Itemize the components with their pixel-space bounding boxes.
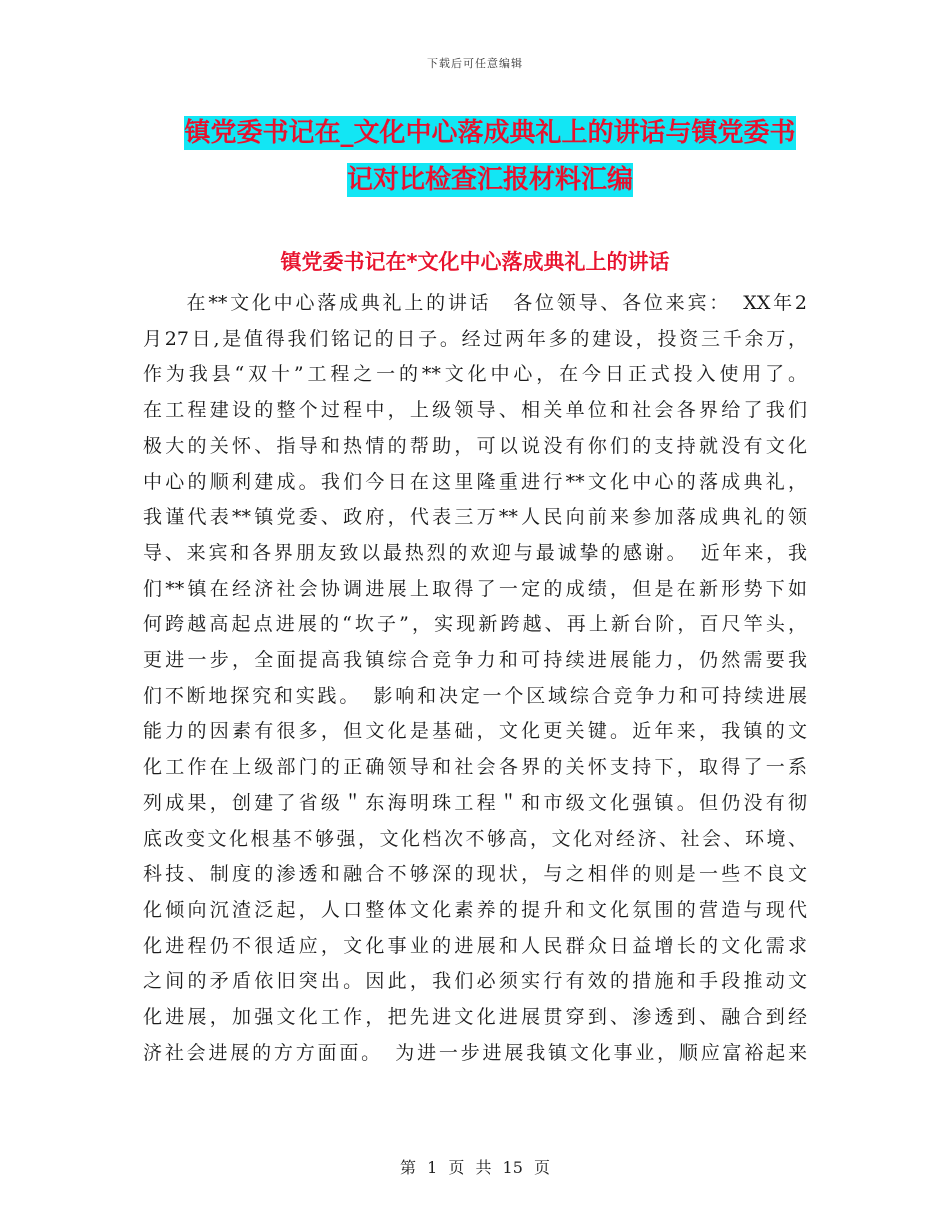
document-title-line-1: 镇党委书记在_文化中心落成典礼上的讲话与镇党委书 [184, 118, 796, 148]
body-line: 底改变文化根基不够强，文化档次不够高，文化对经济、社会、环境、 [143, 827, 807, 850]
body-line: 化进程仍不很适应，文化事业的进展和人民群众日益增长的文化需求 [143, 934, 807, 957]
body-line: 月27日,是值得我们铭记的日子。经过两年多的建设，投资三千余万， [143, 327, 807, 350]
document-title [140, 110, 840, 204]
body-line: 我谨代表**镇党委、政府，代表三万**人民向前来参加落成典礼的领 [143, 506, 807, 529]
body-line: 中心的顺利建成。我们今日在这里隆重进行**文化中心的落成典礼， [143, 470, 807, 493]
body-line: 化倾向沉渣泛起，人口整体文化素养的提升和文化氛围的营造与现代 [143, 898, 807, 921]
body-line: 们**镇在经济社会协调进展上取得了一定的成绩，但是在新形势下如 [143, 577, 807, 600]
body-line: 导、来宾和各界朋友致以最热烈的欢迎与最诚挚的感谢。 近年来，我 [143, 541, 807, 564]
header-note: 下载后可任意编辑 [427, 57, 523, 70]
body-paragraph [143, 286, 807, 1071]
body-line: 列成果，创建了省级＂东海明珠工程＂和市级文化强镇。但仍没有彻 [143, 791, 807, 814]
body-line: 济社会进展的方方面面。 为进一步进展我镇文化事业，顺应富裕起来 [143, 1041, 807, 1064]
body-line: 化进展，加强文化工作，把先进文化进展贯穿到、渗透到、融合到经 [143, 1006, 807, 1029]
body-line: 何跨越高起点进展的“坎子”，实现新跨越、再上新台阶，百尺竿头， [143, 613, 807, 636]
body-line: 们不断地探究和实践。 影响和决定一个区域综合竞争力和可持续进展 [143, 684, 807, 707]
body-line: 能力的因素有很多，但文化是基础，文化更关键。近年来，我镇的文 [143, 720, 807, 743]
page-number-footer: 第 1 页 共 15 页 [400, 1158, 550, 1177]
body-line: 作为我县“双十”工程之一的**文化中心，在今日正式投入使用了。 [143, 363, 807, 386]
body-line: 在**文化中心落成典礼上的讲话 各位领导、各位来宾： XX年2 [143, 292, 807, 314]
body-line: 之间的矛盾依旧突出。因此，我们必须实行有效的措施和手段推动文 [143, 970, 807, 993]
body-line: 更进一步，全面提高我镇综合竞争力和可持续进展能力，仍然需要我 [143, 649, 807, 672]
body-line: 在工程建设的整个过程中，上级领导、相关单位和社会各界给了我们 [143, 399, 807, 422]
document-title-line-2: 记对比检查汇报材料汇编 [346, 165, 633, 195]
body-line: 极大的关怀、指导和热情的帮助，可以说没有你们的支持就没有文化 [143, 434, 807, 457]
section-title: 镇党委书记在*文化中心落成典礼上的讲话 [280, 250, 670, 274]
body-line: 科技、制度的渗透和融合不够深的现状，与之相伴的则是一些不良文 [143, 863, 807, 886]
body-line: 化工作在上级部门的正确领导和社会各界的关怀支持下，取得了一系 [143, 756, 807, 779]
